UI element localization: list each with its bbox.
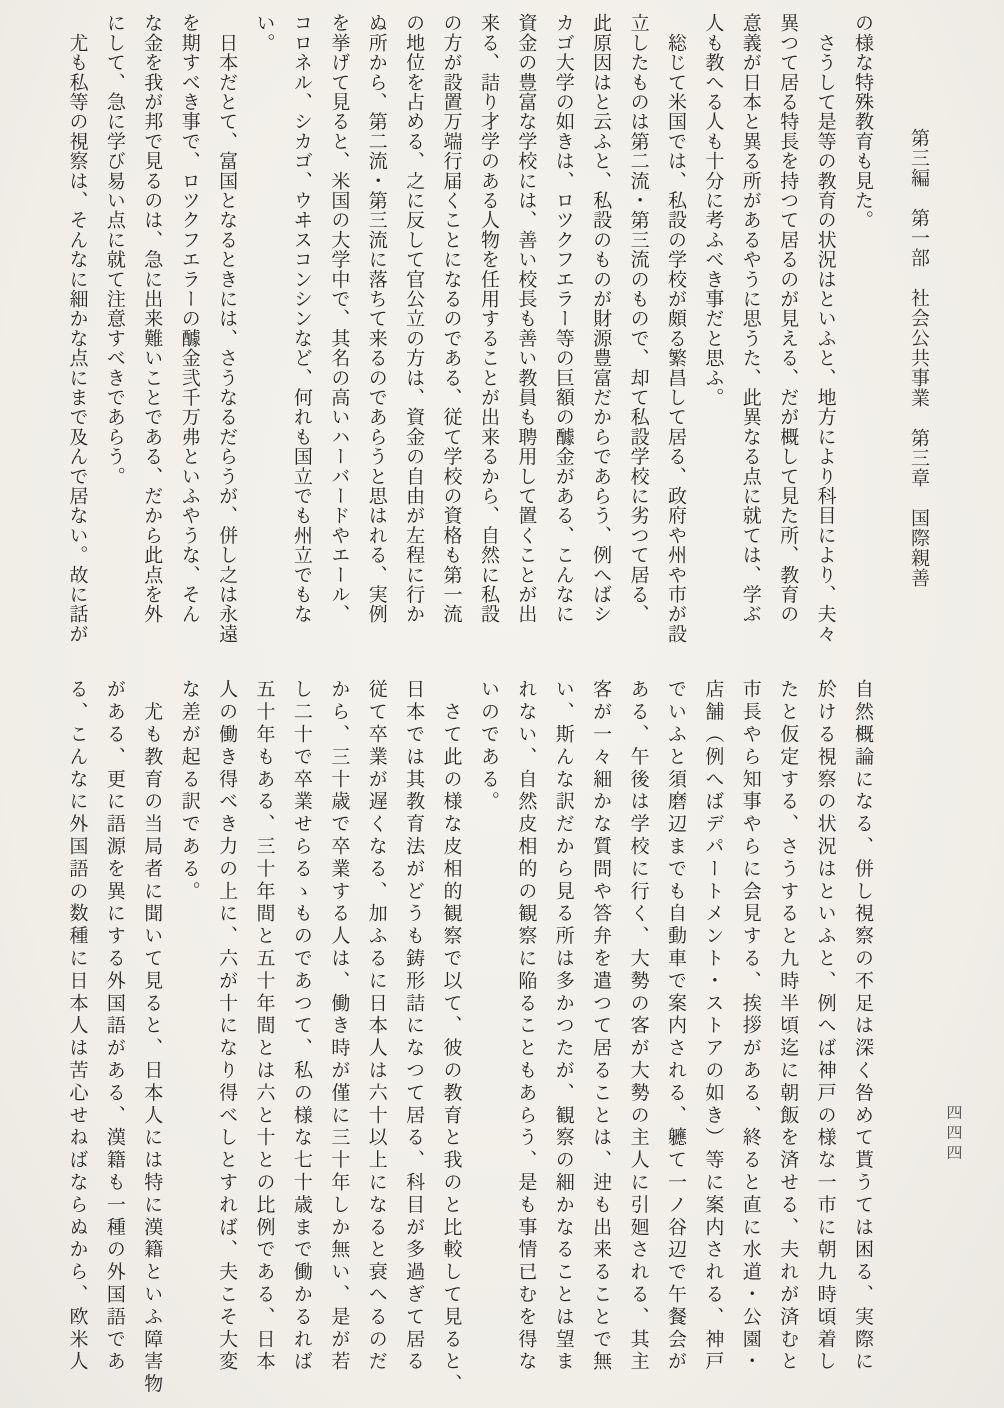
text-band-top: [55, 13, 881, 645]
text-line: ぬ所から、第二流・第三流に落ちて来るのであらうと思はれる、実例: [365, 13, 387, 624]
text-line: さて此の様な皮相的観察で以て、彼の教育と我のと比較して見ると、: [440, 679, 462, 1396]
text-line: 人も教へる人も十分に考ふべき事だと思ふ。: [702, 13, 724, 407]
text-line: の様な特殊教育も見た。: [852, 13, 873, 230]
text-line: いのである。: [477, 679, 499, 814]
text-line: から、三十歳で卒業する人は、働き時が僅に三十年しか無い、是が若: [328, 679, 350, 1374]
text-line: れない、自然皮相的の観察に陥ることもあらう、是も事情已むを得な: [515, 679, 537, 1374]
text-line: 人の働き得べき力の上に、六が十になり得べしとすれば、夫こそ大変: [216, 679, 238, 1374]
text-line: でいふと須磨辺までも自動車で案内される、軈て一ノ谷辺で午餐会が: [664, 679, 686, 1374]
text-line: を挙げて見ると、米国の大学中で、其名の高いハーバードやエール、: [328, 13, 350, 624]
text-line: たと仮定する、さうすると九時半頃迄に朝飯を済せる、夫れが済むと: [777, 679, 799, 1374]
text-band-bottom: [55, 679, 881, 1395]
text-line: を期すべき事で、ロツクフエラーの醵金弐千万弗といふやうな、そん: [178, 13, 200, 624]
text-line: 従て卒業が遅くなる、加ふるに日本人は六十以上になると衰へるのだ: [365, 679, 387, 1374]
text-line: る、こんなに外国語の数種に日本人は苦心せねばならぬから、欧米人: [66, 679, 88, 1374]
text-line: ある、午後は学校に行く、大勢の客が大勢の主人に引廻される、其主: [627, 679, 649, 1374]
text-line: 客が一々細かな質問や答弁を遣つて居ることは、迚も出来ることで無: [590, 679, 612, 1374]
text-line: い。: [253, 13, 275, 53]
text-line: 立したものは第二流・第三流のもので、却て私設学校に劣つて居る、: [627, 13, 649, 624]
text-line: 尤も教育の当局者に聞いて見ると、日本人には特に漢籍といふ障害物: [141, 679, 163, 1396]
text-line: がある、更に語源を異にする外国語がある、漢籍も一種の外国語であ: [103, 679, 125, 1374]
text-line: カゴ大学の如きは、ロツクフエラー等の巨額の醵金がある、こんなに: [552, 13, 574, 624]
text-line: 来る、詰り才学のある人物を任用することが出来るから、自然に私設: [477, 13, 499, 624]
text-line: の方が設置万端行届くことになるのである、従て学校の資格も第一流: [440, 13, 462, 624]
text-line: の地位を占める、之に反して官公立の方は、資金の自由が左程に行か: [403, 13, 425, 624]
text-line: にして、急に学び易い点に就て注意すべきであらう。: [103, 13, 125, 486]
text-line: 此原因はと云ふと、私設のものが財源豊富だからであらう、例へばシ: [590, 13, 612, 624]
text-line: な金を我が邦で見るのは、急に出来難いことである、だから此点を外: [141, 13, 163, 624]
text-line: 日本だとて、富国となるときには、さうなるだらうが、併し之は永遠: [216, 13, 238, 644]
text-line: コロネル、シカゴ、ウヰスコンシンなど、何れも国立でも州立でもな: [290, 13, 312, 624]
text-line: 総じて米国では、私設の学校が頗る繁昌して居る、政府や州や市が設: [664, 13, 686, 644]
text-line: 五十年もある、三十年間と五十年間とは六と十との比例である、日本: [253, 679, 275, 1374]
text-line: 尤も私等の視察は、そんなに細かな点にまで及んで居ない。故に話が: [66, 13, 88, 644]
text-line: な差が起る訳である。: [178, 679, 200, 903]
text-line: い、斯んな訳だから見る所は多かつたが、観察の細かなることは望ま: [552, 679, 574, 1374]
running-head: 第三編 第一部 社会公共事業 第三章 国際親善: [908, 128, 929, 588]
text-line: 於ける視察の状況はといふと、例へば神戸の様な一市に朝九時頃着し: [814, 679, 836, 1374]
page-number: 四四四: [944, 1104, 961, 1164]
text-line: 異つて居る特長を持つて居るのが見える、だが概して見た所、教育の: [777, 13, 799, 624]
text-line: 店舗（例へばデパートメント・ストアの如き）等に案内される、神戸: [702, 679, 724, 1374]
text-line: 自然概論になる、併し視察の不足は深く咎めて貰うては困る、実際に: [852, 679, 873, 1374]
text-line: 市長やら知事やらに会見する、挨拶がある、終ると直に水道・公園・: [739, 679, 761, 1374]
text-line: 資金の豊富な学校には、善い校長も善い教員も聘用して置くことが出: [515, 13, 537, 624]
text-line: 日本では其教育法がどうも鋳形詰になつて居る、科目が多過ぎて居る: [403, 679, 425, 1374]
text-line: し二十で卒業せらるゝものであつて、私の様な七十歳まで働かるれば: [290, 679, 312, 1374]
text-line: さうして是等の教育の状況はといふと、地方により科目により、夫々: [814, 13, 836, 644]
text-line: 意義が日本と異る所があるやうに思うた、此異なる点に就ては、学ぶ: [739, 13, 761, 624]
